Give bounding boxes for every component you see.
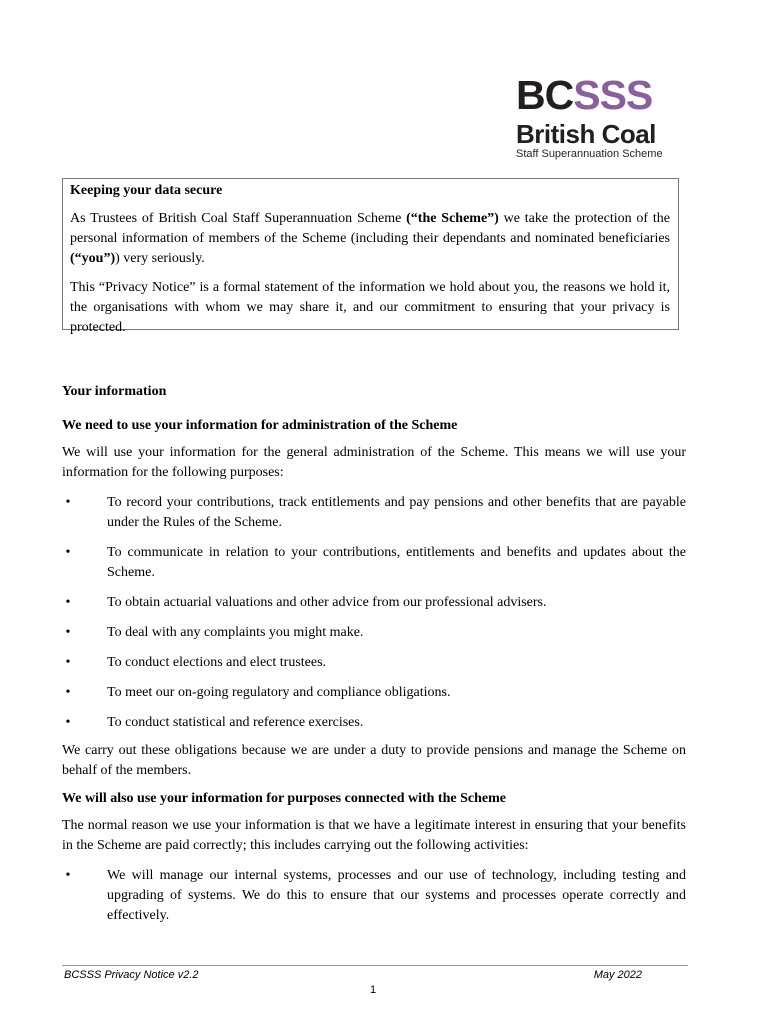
list-item (62, 683, 686, 703)
logo-mark-bc: BC (516, 72, 574, 118)
list-item-text: To deal with any complaints you might make. (107, 625, 364, 640)
box-p1-text-1: As Trustees of British Coal Staff Superannuation Scheme (70, 211, 407, 226)
list-item-text: To meet our on-going regulatory and compliance obligations. (107, 685, 451, 700)
bullet-icon: • (65, 625, 71, 640)
bullet-icon: • (65, 595, 71, 610)
list-item (62, 623, 686, 643)
purposes-list (62, 493, 686, 733)
logo-mark-sss: SSS (573, 72, 653, 118)
list-item (62, 493, 686, 533)
box-p1-bold-2: (“you”) (70, 251, 116, 266)
footer-date: May 2022 (593, 969, 642, 981)
list-item (62, 866, 686, 926)
bullet-icon: • (65, 655, 71, 670)
data-secure-box (62, 178, 679, 335)
box-p1-bold-1: (“the Scheme”) (406, 211, 499, 226)
closing-administration: We carry out these obligations because we are under a duty to provide pensions and manage the Scheme on behalf of the members. (62, 743, 686, 778)
logo-mark (516, 74, 686, 116)
list-item (62, 713, 686, 733)
section-heading: Your information (62, 384, 167, 399)
intro-connected-purposes: The normal reason we use your information is that we have a legitimate interest in ensuring that your benefits in the Scheme are paid correctly; this includes carrying out the following activities: (62, 818, 686, 853)
footer-document-name: BCSSS Privacy Notice v2.2 (64, 969, 199, 981)
logo-subtitle: Staff Superannuation Scheme (516, 148, 663, 160)
list-item-text: To conduct statistical and reference exercises. (107, 715, 364, 730)
page-footer (62, 965, 688, 981)
list-item (62, 653, 686, 673)
list-item (62, 593, 686, 613)
bullet-icon: • (65, 495, 71, 510)
bullet-icon: • (65, 545, 71, 560)
activities-list (62, 866, 686, 926)
list-item-text: We will manage our internal systems, processes and our use of technology, including testing and upgrading of systems. We do this to ensure that our systems and processes operate correctly and effectively. (107, 868, 686, 923)
list-item-text: To record your contributions, track entitlements and pay pensions and other benefits that are payable under the Rules of the Scheme. (107, 495, 686, 530)
page-number: 1 (369, 984, 377, 996)
list-item-text: To conduct elections and elect trustees. (107, 655, 327, 670)
bcsss-logo (516, 74, 686, 164)
bullet-icon: • (65, 868, 71, 883)
sub-heading-administration: We need to use your information for administration of the Scheme (62, 418, 458, 433)
list-item-text: To communicate in relation to your contributions, entitlements and benefits and updates about the Scheme. (107, 545, 686, 580)
list-item (62, 543, 686, 583)
bullet-icon: • (65, 685, 71, 700)
intro-administration: We will use your information for the general administration of the Scheme. This means we will use your information for the following purposes: (62, 445, 686, 480)
bullet-icon: • (65, 715, 71, 730)
sub-heading-connected-purposes: We will also use your information for purposes connected with the Scheme (62, 791, 506, 806)
box-paragraph-1 (70, 209, 670, 269)
box-paragraph-2: This “Privacy Notice” is a formal statement of the information we hold about you, the reasons we hold it, the organisations with whom we may share it, and our commitment to ensuring that your privacy is protected. (70, 280, 670, 335)
list-item-text: To obtain actuarial valuations and other advice from our professional advisers. (107, 595, 547, 610)
logo-name: British Coal (516, 119, 656, 149)
box-p1-text-2: we take the protection of the personal information of members of the Scheme (including their dependants and nominated beneficiaries (70, 211, 670, 246)
box-p1-text-3: ) very seriously. (115, 251, 205, 266)
box-title: Keeping your data secure (70, 183, 223, 198)
main-content (62, 382, 686, 936)
